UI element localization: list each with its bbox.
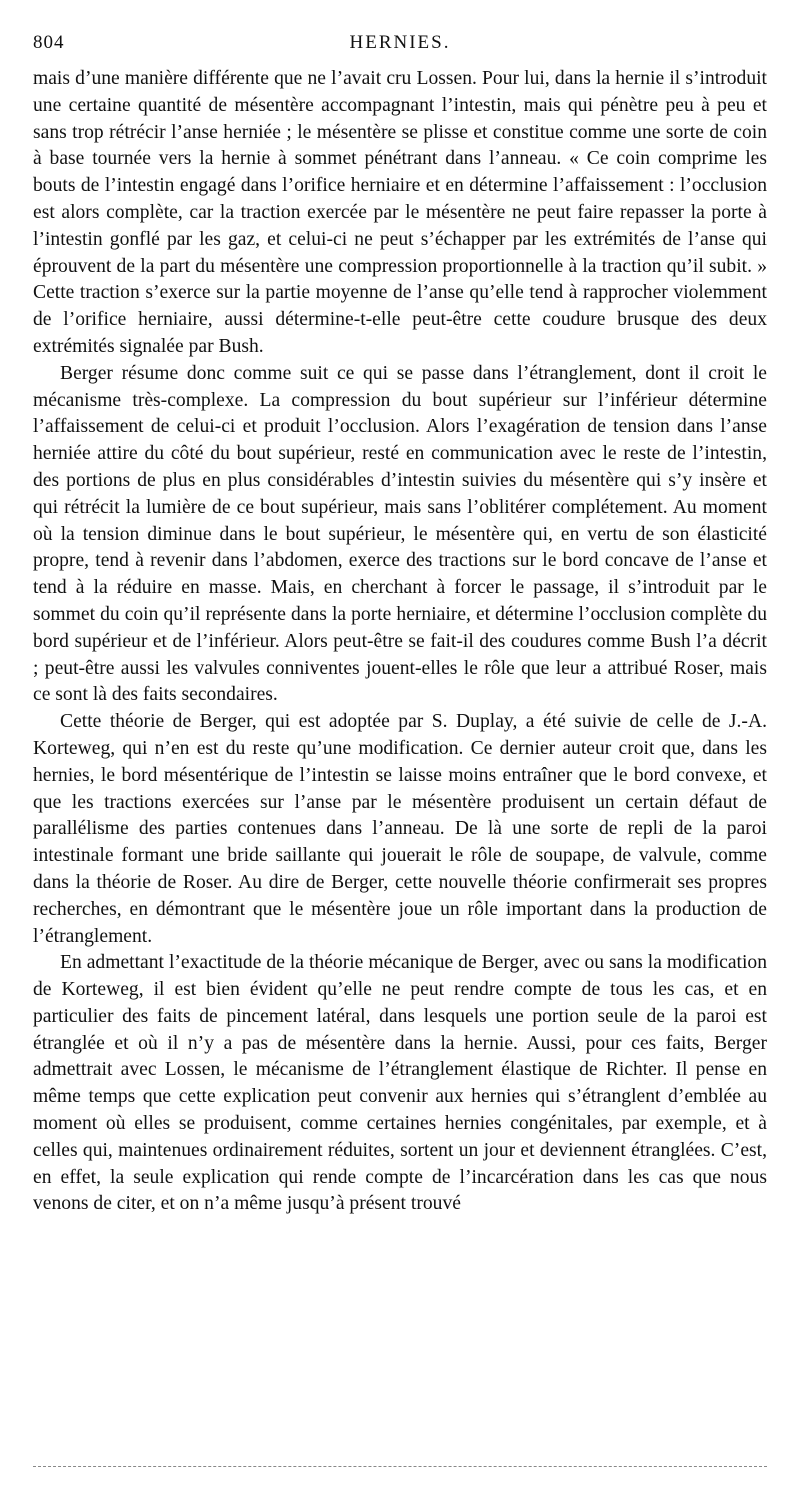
page-header: [33, 32, 767, 62]
page-number: 804: [33, 32, 65, 53]
running-title: HERNIES.: [349, 32, 451, 53]
paragraph-4: En admettant l’exactitude de la théorie mécanique de Berger, avec ou sans la modification de Korteweg, il est bien évident qu’elle ne peut rendre compte de tous les cas, et en particulier des faits de pincement latéral, dans lesquels une portion seule de la paroi est étranglée et où il n’y a pas de mésentère dans la hernie. Aussi, pour ces faits, Berger admettrait avec Lossen, le mécanisme de l’étranglement élastique de Richter. Il pense en même temps que cette explication peut convenir aux hernies qui s’étranglent d’emblée au moment où elles se produisent, comme certaines hernies congénitales, par exemple, et à celles qui, maintenues ordinairement réduites, sortent un jour et deviennent étranglées. C’est, en effet, la seule explication qui rende compte de l’incarcération dans les cas que nous venons de citer, et on n’a même jusqu’à présent trouvé: [33, 952, 767, 1215]
paragraph-2: Berger résume donc comme suit ce qui se passe dans l’étranglement, dont il croit le mécanisme très-complexe. La compression du bout supérieur sur l’inférieur détermine l’affaissement de celui-ci et produit l’occlusion. Alors l’exagération de tension dans l’anse herniée attire du côté du bout supérieur, resté en communication avec le reste de l’intestin, des portions de plus en plus considérables d’intestin suivies du mésentère qui s’y insère et qui rétrécit la lumière de ce bout supérieur, mais sans l’oblitérer complétement. Au moment où la tension diminue dans le bout supérieur, le mésentère qui, en vertu de son élasticité propre, tend à revenir dans l’abdomen, exerce des tractions sur le bord concave de l’anse et tend à la réduire en masse. Mais, en cherchant à forcer le passage, il s’introduit par le sommet du coin qu’il représente dans la porte herniaire, et détermine l’occlusion complète du bord supérieur et de l’inférieur. Alors peut-être se fait-il des coudures comme Bush l’a décrit ; peut-être aussi les valvules conniventes jouent-elles le rôle que leur a attribué Roser, mais ce sont là des faits secondaires.: [33, 362, 767, 706]
footer-rule: [33, 1466, 767, 1467]
paragraph-1: mais d’une manière différente que ne l’avait cru Lossen. Pour lui, dans la hernie il s’introduit une certaine quantité de mésentère accompagnant l’intestin, mais qui pénètre peu à peu et sans trop rétrécir l’anse herniée ; le mésentère se plisse et constitue comme une sorte de coin à base tournée vers la hernie à sommet pénétrant dans l’anneau. « Ce coin comprime les bouts de l’intestin engagé dans l’orifice herniaire et en détermine l’affaissement : l’occlusion est alors complète, car la traction exercée par le mésentère ne peut faire repasser la porte à l’intestin gonflé par les gaz, et celui-ci ne peut s’échapper par les extrémités de l’anse qui éprouvent de la part du mésentère une compression proportionnelle à la traction qu’il subit. » Cette traction s’exerce sur la partie moyenne de l’anse qu’elle tend à rapprocher violemment de l’orifice herniaire, aussi détermine-t-elle peut-être cette coudure brusque des deux extrémités signalée par Bush.: [33, 68, 767, 357]
body-text: [33, 66, 767, 1218]
paragraph-3: Cette théorie de Berger, qui est adoptée par S. Duplay, a été suivie de celle de J.-A. Korteweg, qui n’en est du reste qu’une modification. Ce dernier auteur croit que, dans les hernies, le bord mésentérique de l’intestin se laisse moins entraîner que le bord convexe, et que les tractions exercées sur l’anse par le mésentère produisent un certain défaut de parallélisme des parties contenues dans l’anneau. De là une sorte de repli de la paroi intestinale formant une bride saillante qui jouerait le rôle de soupape, de valvule, comme dans la théorie de Roser. Au dire de Berger, cette nouvelle théorie confirmerait ses propres recherches, en démontrant que le mésentère joue un rôle important dans la production de l’étranglement.: [33, 711, 767, 947]
